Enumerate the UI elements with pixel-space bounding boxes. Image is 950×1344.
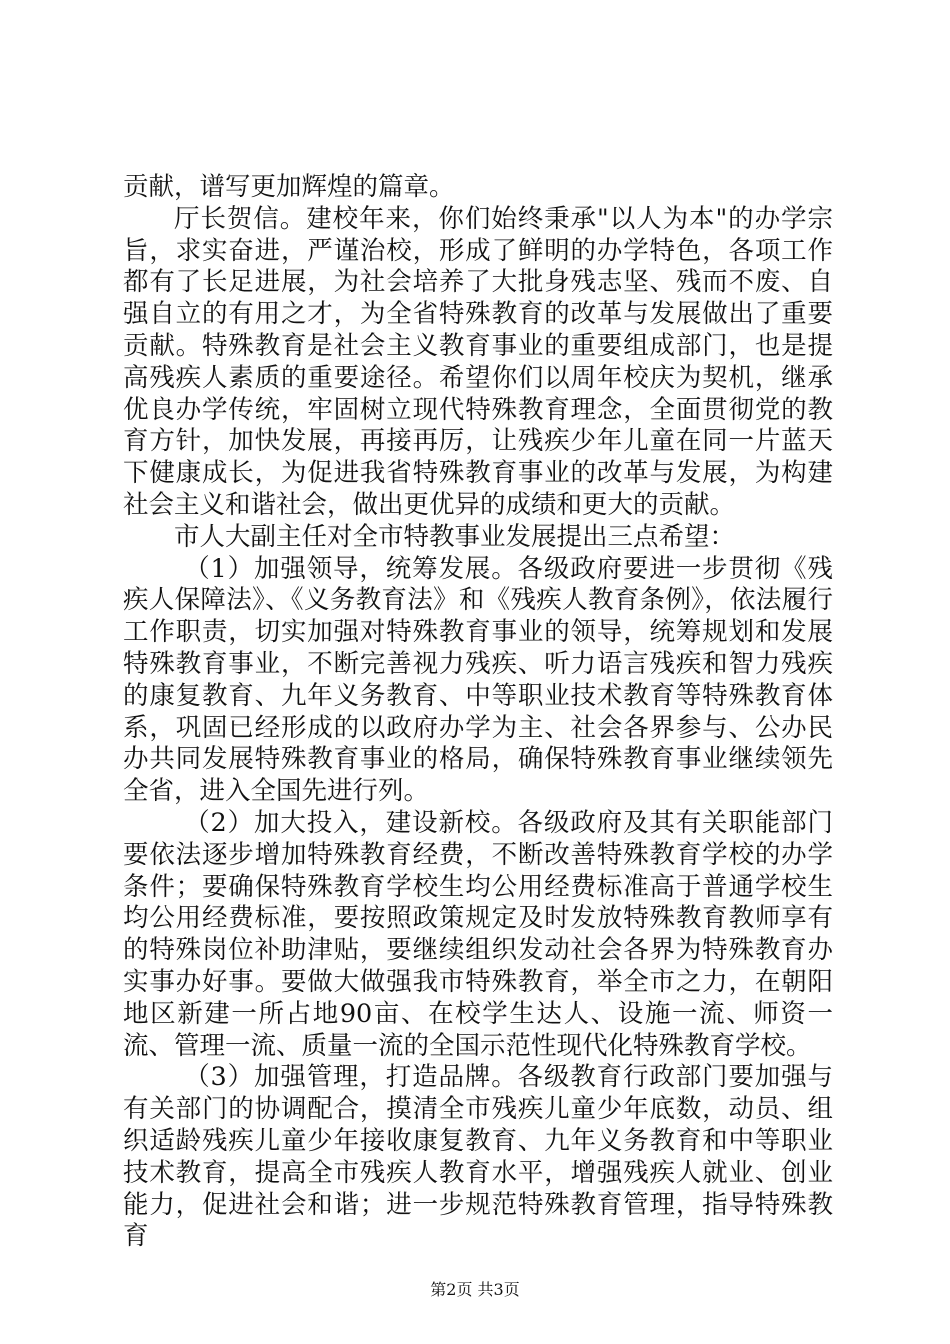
document-body [123, 172, 833, 1253]
paragraph-director-letter: 厅长贺信。建校年来，你们始终秉承"以人为本"的办学宗旨，求实奋进，严谨治校，形成了鲜明的办学特色，各项工作都有了长足进展，为社会培养了大批身残志坚、残而不废、自强自立的有用之才，为全省特殊教育的改革与发展做出了重要贡献。特殊教育是社会主义教育事业的重要组成部门，也是提高残疾人素质的重要途径。希望你们以周年校庆为契机，继承优良办学传统，牢固树立现代特殊教育理念，全面贯彻党的教育方针，加快发展，再接再厉，让残疾少年儿童在同一片蓝天下健康成长，为促进我省特殊教育事业的改革与发展，为构建社会主义和谐社会，做出更优异的成绩和更大的贡献。 [123, 203, 833, 520]
paragraph-continuation: 贡献，谱写更加辉煌的篇章。 [123, 172, 455, 202]
paragraph-hope-3: （3）加强管理，打造品牌。各级教育行政部门要加强与有关部门的协调配合，摸清全市残疾儿童少年底数，动员、组织适龄残疾儿童少年接收康复教育、九年义务教育和中等职业技术教育，提高全市残疾人教育水平，增强残疾人就业、创业能力，促进社会和谐；进一步规范特殊教育管理，指导特殊教育 [123, 1062, 833, 1252]
paragraph-three-hopes-intro: 市人大副主任对全市特教事业发展提出三点希望： [174, 521, 736, 552]
paragraph-hope-2: （2）加大投入，建设新校。各级政府及其有关职能部门要依法逐步增加特殊教育经费，不断改善特殊教育学校的办学条件；要确保特殊教育学校生均公用经费标准高于普通学校生均公用经费标准，要按照政策规定及时发放特殊教育教师享有的特殊岗位补助津贴，要继续组织发动社会各界为特殊教育办实事办好事。要做大做强我市特殊教育，举全市之力，在朝阳地区新建一所占地90亩、在校学生达人、设施一流、师资一流、管理一流、质量一流的全国示范性现代化特殊教育学校。 [123, 807, 833, 1061]
paragraph-hope-1: （1）加强领导，统筹发展。各级政府要进一步贯彻《残疾人保障法》、《义务教育法》和《残疾人教育条例》，依法履行工作职责，切实加强对特殊教育事业的领导，统筹规划和发展特殊教育事业，不断完善视力残疾、听力语言残疾和智力残疾的康复教育、九年义务教育、中等职业技术教育等特殊教育体系，巩固已经形成的以政府办学为主、社会各界参与、公办民办共同发展特殊教育事业的格局，确保特殊教育事业继续领先全省，进入全国先进行列。 [123, 553, 833, 807]
page-footer: 第2页 共3页 [430, 1280, 520, 1299]
